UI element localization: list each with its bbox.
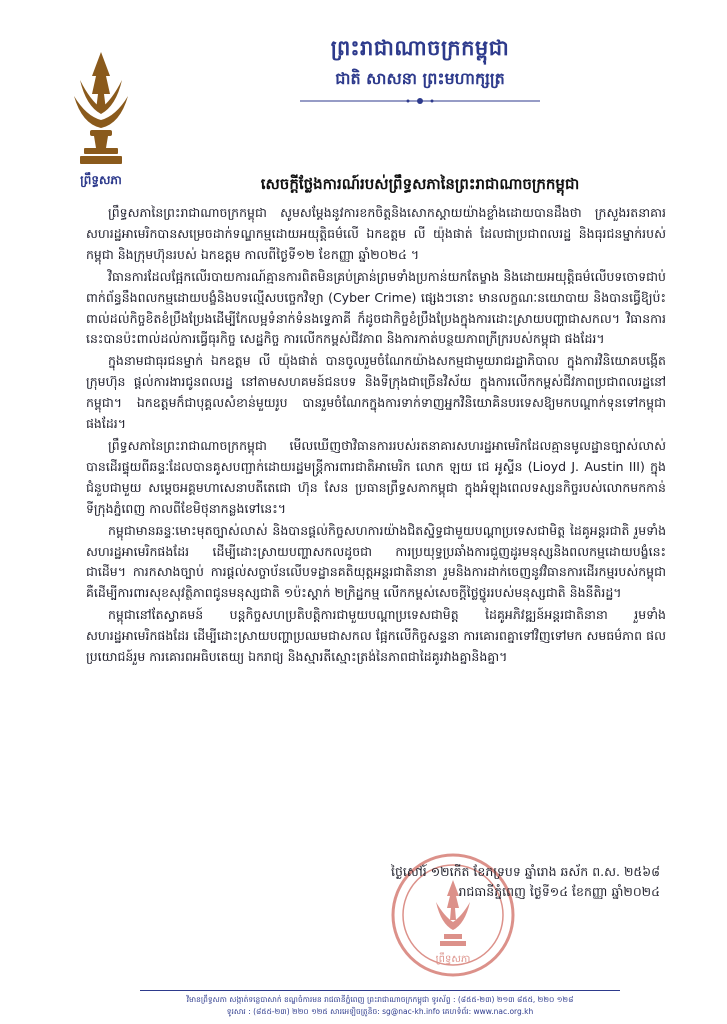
footer-address: វិមានព្រឹទ្ធសភា សង្កាត់ទន្លេបាសាក់ ខណ្ឌចំការមន រាជធានីភ្នំពេញ ព្រះរាជាណាចក្រកម្ពុជា ទូរស័ព្ទ : (៨៥៥-២៣) ២១៣ ៨៥៥, ២២០ ១២៨: [186, 995, 574, 1004]
solar-date: រាជធានីភ្នំពេញ ថ្ងៃទី១៤ ខែកញ្ញា ឆ្នាំ២០២៤: [458, 884, 660, 899]
statement-body: [86, 203, 666, 669]
senate-label: ព្រឹទ្ធសភា: [80, 173, 122, 187]
header-ornament: [300, 96, 540, 106]
senate-emblem-icon: [70, 50, 132, 168]
lunar-date: ថ្ងៃសៅរ៍ ១២កើត ខែភទ្របទ ឆ្នាំរោង ឆស័ក ព.ស. ២៥៦៨: [391, 864, 660, 879]
footer-divider: [140, 990, 620, 991]
national-motto: ជាតិ សាសនា ព្រះមហាក្សត្រ: [335, 69, 505, 88]
seal-text: ព្រឹទ្ធសភា: [435, 954, 471, 965]
paragraph: កម្ពុជាមានឆន្ទៈមោះមុតច្បាស់លាស់ និងបានផ្តល់កិច្ចសហការយ៉ាងជិតស្និទ្ធជាមួយបណ្តាប្រទេសជាមិត្ត ដៃគូអន្តរជាតិ រួមទាំងសហរដ្ឋអាមេរិកផងដែរ ដើម្បីដោះស្រាយបញ្ហាសកលដូចជា ការប្រយុទ្ធប្រឆាំងការជួញដូរមនុស្សនិងពលកម្មដោយបង្ខំនេះជាដើម។ ការកសាងច្បាប់ ការផ្តល់សច្ចាប័នលើបទដ្ឋានគតិយុត្តអន្តរជាតិនានា រួមនិងការដាក់ចេញនូវវិធានការដើរកម្មរបស់កម្ពុជា គឺដើម្បីការពារសុខសុវត្ថិភាពជូនមនុស្សជាតិ ១ប៉ះស្តាក់ ២ក្រិដ្ឋកម្ម លើកកម្ពស់សេចក្តីថ្លៃថ្នូររបស់មនុស្សជាតិ និងនីតិរដ្ឋ។: [86, 522, 666, 601]
paragraph: ព្រឹទ្ធសភានៃព្រះរាជាណាចក្រកម្ពុជា សូមសម្តែងនូវការខកចិត្តនិងសោកស្តាយយ៉ាងខ្លាំងដោយបានដឹងថា ក្រសួងរតនាគារសហរដ្ឋអាមេរិកបានសម្រេចដាក់ទណ្ឌកម្មដោយអយុត្តិធម៌លើ ឯកឧត្តម លី យ៉ុងផាត់ ដែលជាប្រជាពលរដ្ឋ និងធុរជនម្នាក់របស់កម្ពុជា និងក្រុមហ៊ុនរបស់ ឯកឧត្តម កាលពីថ្ងៃទី១២ ខែកញ្ញា ឆ្នាំ២០២៤ ។: [86, 205, 666, 262]
footer-contact: ទូរសារ : (៨៥៥-២៣) ២២០ ១២៥ សារអេឡិចត្រូនិច: sg@nac-kh.info គេហទំព័រ: www.nac.org.kh: [226, 1007, 534, 1016]
kingdom-heading: ព្រះរាជាណាចក្រកម្ពុជា: [330, 36, 510, 60]
document-title: សេចក្តីថ្លែងការណ៍របស់ព្រឹទ្ធសភានៃព្រះរាជាណាចក្រកម្ពុជា: [260, 175, 580, 193]
paragraph: ព្រឹទ្ធសភានៃព្រះរាជាណាចក្រកម្ពុជា មើលឃើញថាវិធានការរបស់រតនាគារសហរដ្ឋអាមេរិកដែលគ្មានមូលដ្ឋានច្បាស់លាស់ បានដើរផ្ទុយពីឆន្ទៈដែលបានគូសបញ្ជាក់ដោយរដ្ឋមន្ត្រីការពារជាតិអាមេរិក លោក ឡយ ជេ អូស្ទីន (Lioyd J. Austin III) ក្នុងជំនួបជាមួយ សម្តេចអគ្គមហាសេនាបតីតេជោ ហ៊ុន សែន ប្រធានព្រឹទ្ធសភាកម្ពុជា ក្នុងអំឡុងពេលទស្សនកិច្ចរបស់លោកមកកាន់ទីក្រុងភ្នំពេញ កាលពីខែមិថុនាកន្លងទៅនេះ។: [86, 437, 666, 516]
paragraph: កម្ពុជានៅតែស្វាគមន៍ បន្តកិច្ចសហប្រតិបត្តិការជាមួយបណ្តាប្រទេសជាមិត្ត ដៃគូអភិវឌ្ឍន៍អន្តរជាតិនានា រួមទាំងសហរដ្ឋអាមេរិកផងដែរ ដើម្បីដោះស្រាយបញ្ហាប្រឈមជាសកល ផ្អែកលើកិច្ចសន្ទនា ការគោរពគ្នាទៅវិញទៅមក សមធម៌ភាព ផលប្រយោជន៍រួម ការគោរពអធិបតេយ្យ ឯករាជ្យ និងស្មារតីស្មោះត្រង់នៃភាពជាដៃគូរវាងគ្នានិងគ្នា។: [86, 607, 666, 665]
paragraph: ក្នុងនាមជាធុរជនម្នាក់ ឯកឧត្តម លី យ៉ុងផាត់ បានចូលរួមចំណែកយ៉ាងសកម្មជាមួយរាជរដ្ឋាភិបាល ក្នុងការវិនិយោគបង្កើតក្រុមហ៊ុន ផ្តល់ការងារជូនពលរដ្ឋ នៅតាមសហគមន៍ជនបទ និងទីក្រុងជាច្រើនវិស័យ ក្នុងការលើកកម្ពស់ជីវភាពប្រជាពលរដ្ឋនៅកម្ពុជា។ ឯកឧត្តមក៏ជាបុគ្គលសំខាន់មួយរូប បានរួមចំណែកក្នុងការទាក់ទាញអ្នកវិនិយោគិនបរទេសឱ្យមកបណ្តាក់ទុនទៅកម្ពុជា ផងដែរ។: [86, 353, 666, 432]
paragraph: វិធានការដែលផ្អែកលើរបាយការណ៍គ្មានការពិតមិនគ្រប់គ្រាន់ព្រមទាំងប្រកាន់យកតែម្ខាង និងដោយអយុត្តិធម៌លើបទចោទជាប់ពាក់ព័ន្ធនឹងពលកម្មដោយបង្ខំនិងបទល្មើសបច្ចេកវិទ្យា (Cyber Crime) ផ្សេងៗនោះ មានលក្ខណៈនយោបាយ និងបានធ្វើឱ្យប៉ះពាល់ដល់កិច្ចខិតខំប្រឹងប្រែងដើម្បីកែលម្អទំនាក់ទំនងទ្វេភាគី ក៏ដូចជាកិច្ចខំប្រឹងប្រែងក្នុងការដោះស្រាយបញ្ហាជាសកល។ វិធានការនេះបានប៉ះពាល់ដល់ការធ្វើធុរកិច្ច សេដ្ឋកិច្ច ការលើកកម្ពស់ជីវភាព និងការកាត់បន្ថយភាពក្រីក្ររបស់កម្ពុជា ផងដែរ។: [86, 268, 666, 347]
